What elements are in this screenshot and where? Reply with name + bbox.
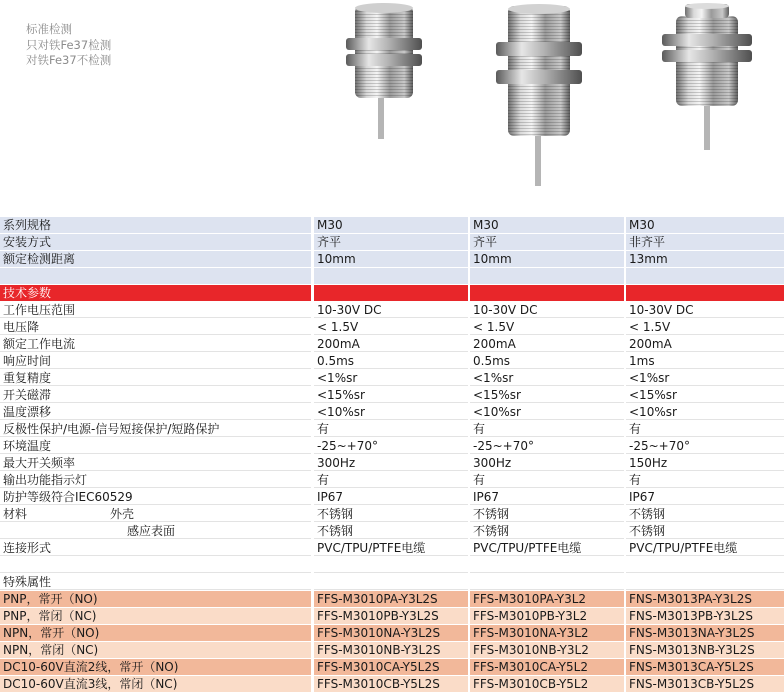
value-cell-2: 有	[470, 421, 624, 437]
value-cell-1	[314, 268, 468, 284]
product-image-2	[478, 2, 598, 188]
table-row	[0, 676, 784, 693]
value-cell-1: 300Hz	[314, 455, 468, 471]
table-row	[0, 285, 784, 302]
value-cell-1: FFS-M3010CA-Y5L2S	[314, 659, 468, 675]
value-cell-1: 10-30V DC	[314, 302, 468, 318]
row-label	[0, 523, 311, 539]
table-row	[0, 370, 784, 387]
table-row	[0, 506, 784, 523]
row-label	[0, 608, 311, 624]
value-cell-1: 有	[314, 472, 468, 488]
table-row	[0, 540, 784, 557]
table-row	[0, 421, 784, 438]
value-cell-1: M30	[314, 217, 468, 233]
value-cell-1: 10mm	[314, 251, 468, 267]
value-cell-1	[314, 285, 468, 301]
value-cell-1: -25~+70°	[314, 438, 468, 454]
value-cell-3: FNS-M3013NA-Y3L2S	[626, 625, 784, 641]
table-row	[0, 217, 784, 234]
table-row	[0, 472, 784, 489]
value-cell-1: FFS-M3010CB-Y5L2S	[314, 676, 468, 692]
value-cell-2: FFS-M3010NB-Y3L2	[470, 642, 624, 658]
row-label-text: 安装方式	[3, 235, 52, 249]
legend-standard: 标准检测	[26, 22, 72, 36]
row-sublabel: 感应表面	[127, 524, 176, 538]
legend-fe37-excluded: 对铁Fe37不检测	[26, 53, 112, 67]
row-label-text: DC10-60V直流2线，常开（NO)	[3, 660, 179, 674]
value-cell-3: M30	[626, 217, 784, 233]
value-cell-2: <15%sr	[470, 387, 624, 403]
value-cell-3: FNS-M3013CB-Y5L2S	[626, 676, 784, 692]
table-row	[0, 353, 784, 370]
value-cell-3: FNS-M3013NB-Y3L2S	[626, 642, 784, 658]
value-cell-2: FFS-M3010PA-Y3L2	[470, 591, 624, 607]
value-cell-1: 有	[314, 421, 468, 437]
value-cell-1: 齐平	[314, 234, 468, 250]
value-cell-2: -25~+70°	[470, 438, 624, 454]
row-label	[0, 285, 311, 301]
row-label-text: 最大开关频率	[3, 456, 76, 470]
table-row	[0, 557, 784, 574]
value-cell-1: FFS-M3010NA-Y3L2S	[314, 625, 468, 641]
value-cell-1: 200mA	[314, 336, 468, 352]
row-label	[0, 574, 311, 590]
value-cell-3: -25~+70°	[626, 438, 784, 454]
table-row	[0, 574, 784, 591]
value-cell-1: 0.5ms	[314, 353, 468, 369]
value-cell-2: IP67	[470, 489, 624, 505]
table-row	[0, 319, 784, 336]
row-label	[0, 455, 311, 471]
row-label	[0, 472, 311, 488]
table-row	[0, 438, 784, 455]
value-cell-3: <1%sr	[626, 370, 784, 386]
table-row	[0, 234, 784, 251]
value-cell-3: 10-30V DC	[626, 302, 784, 318]
row-label-text: PNP，常开（NO)	[3, 592, 98, 606]
value-cell-2: 0.5ms	[470, 353, 624, 369]
row-label	[0, 591, 311, 607]
row-label-text: 连接形式	[3, 541, 52, 555]
value-cell-2: 10-30V DC	[470, 302, 624, 318]
row-label-text: 工作电压范围	[3, 303, 76, 317]
value-cell-1	[314, 557, 468, 573]
table-row	[0, 302, 784, 319]
value-cell-2: FFS-M3010PB-Y3L2	[470, 608, 624, 624]
row-label	[0, 353, 311, 369]
value-cell-1: FFS-M3010PA-Y3L2S	[314, 591, 468, 607]
value-cell-3	[626, 285, 784, 301]
value-cell-1: IP67	[314, 489, 468, 505]
row-label-text: PNP，常闭（NC)	[3, 609, 97, 623]
row-label	[0, 319, 311, 335]
value-cell-3: PVC/TPU/PTFE电缆	[626, 540, 784, 556]
row-label	[0, 268, 311, 284]
row-label-text: 响应时间	[3, 354, 52, 368]
value-cell-2: <10%sr	[470, 404, 624, 420]
row-label	[0, 438, 311, 454]
value-cell-2: 不锈钢	[470, 506, 624, 522]
row-label-text: 防护等级符合IEC60529	[3, 490, 133, 504]
value-cell-3: 13mm	[626, 251, 784, 267]
value-cell-2: FFS-M3010CB-Y5L2	[470, 676, 624, 692]
table-row	[0, 591, 784, 608]
row-label	[0, 489, 311, 505]
value-cell-2: M30	[470, 217, 624, 233]
table-row	[0, 336, 784, 353]
row-label-text: 材料	[3, 507, 28, 521]
row-label-text: NPN，常开（NO)	[3, 626, 100, 640]
value-cell-1: <1%sr	[314, 370, 468, 386]
row-label-text: DC10-60V直流3线，常闭（NC)	[3, 677, 178, 691]
value-cell-1	[314, 574, 468, 590]
row-sublabel: 外壳	[110, 507, 135, 521]
value-cell-2: 齐平	[470, 234, 624, 250]
value-cell-1: 不锈钢	[314, 523, 468, 539]
row-label	[0, 659, 311, 675]
legend	[26, 22, 111, 69]
value-cell-1: <10%sr	[314, 404, 468, 420]
value-cell-1: <15%sr	[314, 387, 468, 403]
row-label	[0, 625, 311, 641]
value-cell-2	[470, 268, 624, 284]
value-cell-2: 有	[470, 472, 624, 488]
value-cell-2: FFS-M3010CA-Y5L2	[470, 659, 624, 675]
row-label	[0, 540, 311, 556]
row-label	[0, 676, 311, 692]
value-cell-3: 1ms	[626, 353, 784, 369]
value-cell-1: FFS-M3010PB-Y3L2S	[314, 608, 468, 624]
row-label-text: 反极性保护/电源-信号短接保护/短路保护	[3, 422, 220, 436]
table-row	[0, 489, 784, 506]
cylindrical-sensor-icon	[346, 3, 422, 139]
value-cell-1: PVC/TPU/PTFE电缆	[314, 540, 468, 556]
row-label	[0, 421, 311, 437]
value-cell-2: 不锈钢	[470, 523, 624, 539]
row-label-text: NPN，常闭（NC)	[3, 643, 99, 657]
value-cell-3: < 1.5V	[626, 319, 784, 335]
spec-table	[0, 217, 784, 693]
value-cell-3	[626, 557, 784, 573]
row-label	[0, 387, 311, 403]
row-label-text: 特殊属性	[3, 575, 52, 589]
value-cell-2: 300Hz	[470, 455, 624, 471]
value-cell-2	[470, 285, 624, 301]
value-cell-3: 有	[626, 421, 784, 437]
value-cell-3: 不锈钢	[626, 523, 784, 539]
row-label-text: 重复精度	[3, 371, 52, 385]
row-label	[0, 404, 311, 420]
row-label	[0, 302, 311, 318]
table-row	[0, 251, 784, 268]
value-cell-3: <15%sr	[626, 387, 784, 403]
value-cell-3	[626, 268, 784, 284]
cylindrical-sensor-icon	[662, 3, 752, 150]
value-cell-1: 不锈钢	[314, 506, 468, 522]
value-cell-2	[470, 574, 624, 590]
table-row	[0, 608, 784, 625]
row-label-text: 开关磁滞	[3, 388, 52, 402]
row-label	[0, 336, 311, 352]
table-row	[0, 455, 784, 472]
row-label	[0, 251, 311, 267]
table-row	[0, 642, 784, 659]
value-cell-1: FFS-M3010NB-Y3L2S	[314, 642, 468, 658]
row-label-text: 温度漂移	[3, 405, 52, 419]
cylindrical-sensor-icon	[496, 4, 582, 186]
value-cell-2	[470, 557, 624, 573]
value-cell-2: <1%sr	[470, 370, 624, 386]
table-row	[0, 659, 784, 676]
value-cell-3: FNS-M3013PB-Y3L2S	[626, 608, 784, 624]
row-label-text: 输出功能指示灯	[3, 473, 88, 487]
table-row	[0, 625, 784, 642]
value-cell-3: 非齐平	[626, 234, 784, 250]
table-row	[0, 404, 784, 421]
legend-fe37-only: 只对铁Fe37检测	[26, 37, 112, 52]
product-image-3	[652, 2, 762, 152]
table-row	[0, 387, 784, 404]
row-label-text: 额定检测距离	[3, 252, 76, 266]
value-cell-3: FNS-M3013PA-Y3L2S	[626, 591, 784, 607]
value-cell-3: FNS-M3013CA-Y5L2S	[626, 659, 784, 675]
value-cell-3: IP67	[626, 489, 784, 505]
value-cell-3: 不锈钢	[626, 506, 784, 522]
value-cell-3	[626, 574, 784, 590]
product-image-1	[328, 2, 438, 142]
value-cell-2: PVC/TPU/PTFE电缆	[470, 540, 624, 556]
row-label	[0, 370, 311, 386]
value-cell-2: FFS-M3010NA-Y3L2	[470, 625, 624, 641]
value-cell-1: < 1.5V	[314, 319, 468, 335]
row-label	[0, 557, 311, 573]
row-label-text: 技术参数	[3, 286, 52, 300]
row-label	[0, 642, 311, 658]
value-cell-3: 200mA	[626, 336, 784, 352]
row-label	[0, 506, 311, 522]
table-row	[0, 523, 784, 540]
value-cell-3: 150Hz	[626, 455, 784, 471]
row-label-text: 系列规格	[3, 218, 52, 232]
value-cell-3: 有	[626, 472, 784, 488]
value-cell-2: < 1.5V	[470, 319, 624, 335]
row-label	[0, 234, 311, 250]
value-cell-2: 10mm	[470, 251, 624, 267]
row-label-text: 环境温度	[3, 439, 52, 453]
row-label-text: 电压降	[3, 320, 40, 334]
value-cell-3: <10%sr	[626, 404, 784, 420]
value-cell-2: 200mA	[470, 336, 624, 352]
row-label-text: 额定工作电流	[3, 337, 76, 351]
row-label	[0, 217, 311, 233]
table-row	[0, 268, 784, 285]
